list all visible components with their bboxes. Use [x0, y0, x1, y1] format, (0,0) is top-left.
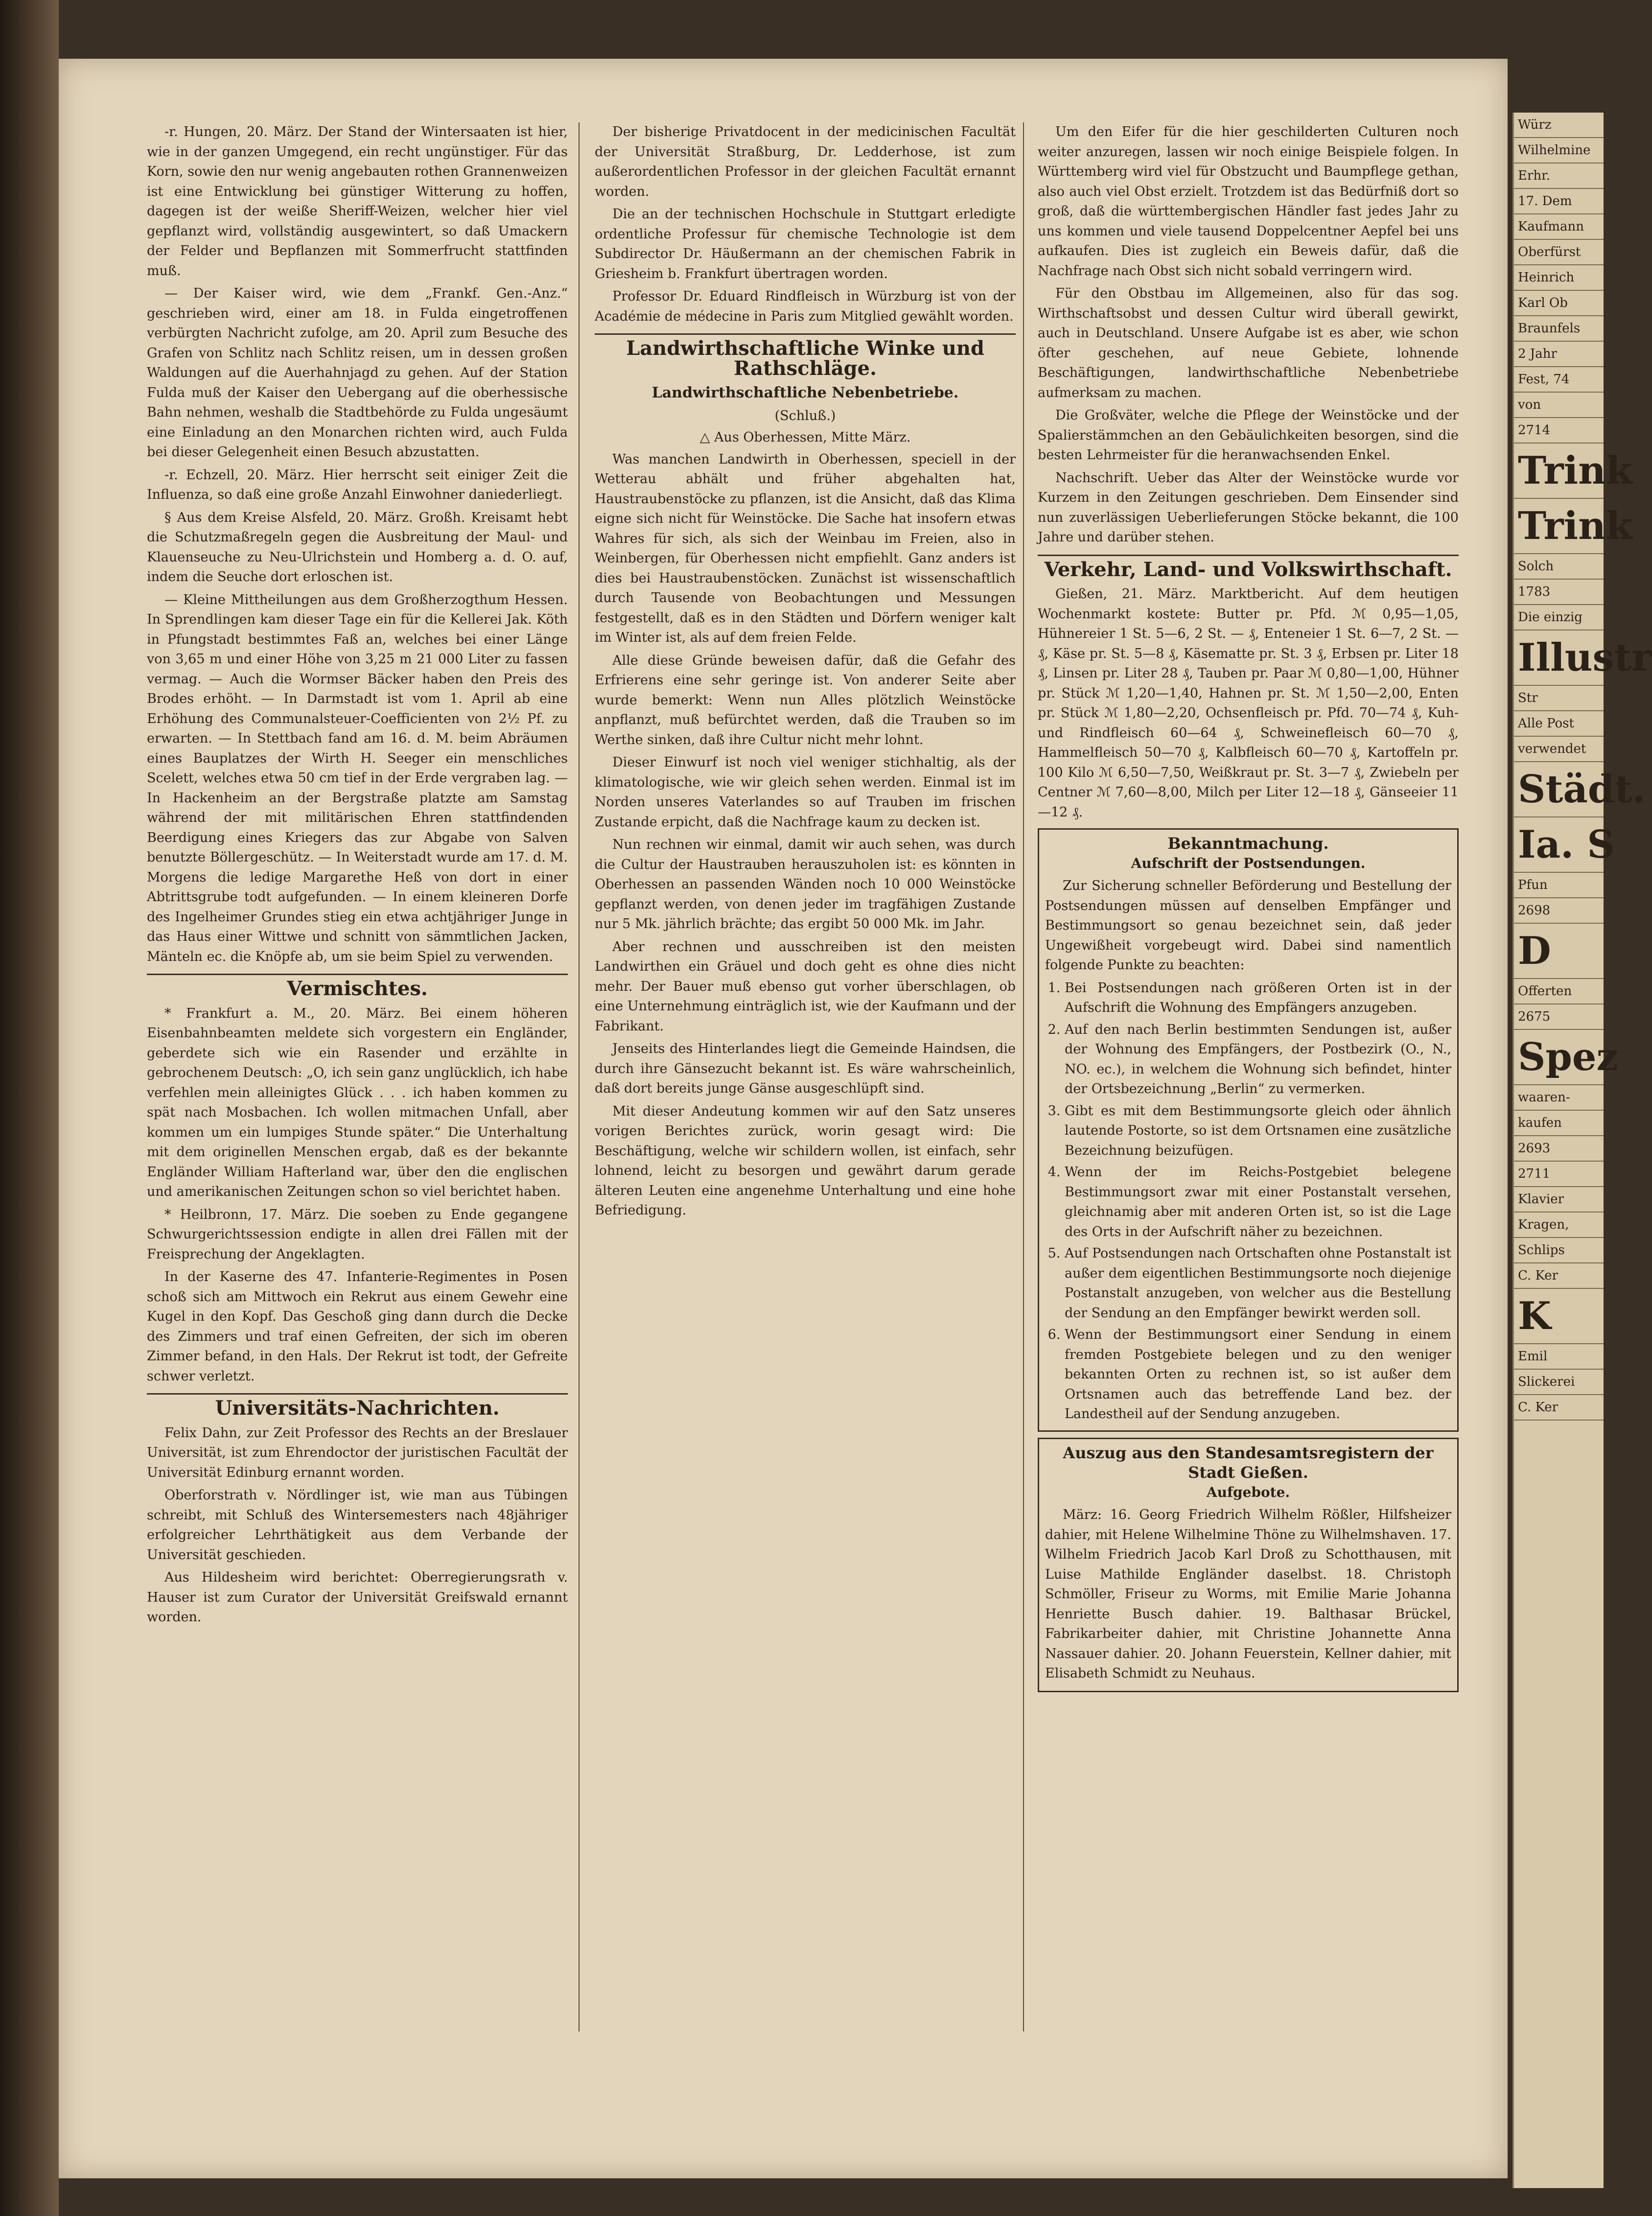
article-heilbronn: * Heilbronn, 17. März. Die soeben zu Ende gegangene Schwurgerichtssession endigte in allen drei Fällen mit der Freisprechung der Angeklagten.	[147, 1207, 568, 1262]
strip-text: Braunfels	[1514, 316, 1604, 342]
continuation-note: (Schluß.)	[774, 408, 836, 423]
article-kleine-mittheilungen: — Kleine Mittheilungen aus dem Großherzogthum Hessen. In Sprendlingen kam dieser Tage ein für die Kellerei Jak. Köth in Pfungstadt bestimmtes Faß an, welches bei einer Länge von 3,65 m und einer Höhe von 3,25 m 21 000 Liter zu fassen vermag. — Auch die Wormser Bäcker haben den Preis des Brodes erhöht. — In Darmstadt ist vom 1. April ab eine Erhöhung des Communalsteuer-Coefficienten von 2½ Pf. zu erwarten. — In Stettbach fand am 16. d. M. beim Abräumen eines Bauplatzes der Wirth H. Seeger ein menschliches Scelett, welches etwa 50 cm tief in der Erde vergraben lag. — In Hackenheim an der Bergstraße platzte am Samstag während der mit militärischen Ehren stattfindenden Beerdigung eines Kriegers das zur Abgabe von Salven benutzte Böllergeschütz. — In Weiterstadt wurde am 17. d. M. Morgens die ledige Margarethe Heß von dort in einer Abtrittsgrube todt aufgefunden. — In einem kleineren Dorfe des Ingelheimer Grundes stieg ein etwa achtjähriger Junge in das Haus einer Wittwe und schnitt von sämmtlichen Jacken, Mänteln ec. die Knöpfe ab, um sie beim Spiel zu verwenden.	[147, 592, 568, 964]
announcement-list	[1055, 979, 1451, 1424]
subheading-nebenbetriebe: Landwirthschaftliche Nebenbetriebe.	[651, 384, 959, 401]
announcement-subtitle: Aufschrift der Postsendungen.	[1131, 855, 1366, 871]
body-paragraph: Alle diese Gründe beweisen dafür, daß die Gefahr des Erfrierens eine sehr geringe ist. Von anderer Seite aber wurde bemerkt: Wenn nun Alles plötzlich Weinstöcke anpflanzt, muß befürchtet werden, daß die Trauben so im Werthe sinken, daß ihre Cultur nicht mehr lohnt.	[595, 653, 1016, 747]
list-item: 4. Wenn der im Reichs-Postgebiet belegene Bestimmungsort zwar mit einer Postanstalt versehen, gleichnamig aber mit anderen Orten ist, so ist die Lage des Orts in der Aufschrift näher zu bezeichnen.	[1065, 1163, 1451, 1242]
list-item: 1. Bei Postsendungen nach größeren Orten ist in der Aufschrift die Wohnung des Empfängers anzugeben.	[1065, 979, 1451, 1018]
strip-text: Oberfürst	[1514, 240, 1604, 265]
strip-text: 2711	[1514, 1162, 1604, 1187]
strip-text: von	[1514, 393, 1604, 418]
article-hauser: Aus Hildesheim wird berichtet: Oberregierungsrath v. Hauser ist zum Curator der Universität Greifswald ernannt worden.	[147, 1570, 568, 1625]
list-item: 3. Gibt es mit dem Bestimmungsorte gleich oder ähnlich lautende Postorte, so ist dem Ortsnamen eine zusätzliche Bezeichnung beizufügen.	[1065, 1101, 1451, 1161]
dateline: △ Aus Oberhessen, Mitte März.	[699, 430, 911, 445]
strip-text: Schlips	[1514, 1238, 1604, 1263]
strip-text: Str	[1514, 686, 1604, 711]
registry-box	[1038, 1438, 1459, 1692]
strip-text: 1783	[1514, 580, 1604, 605]
article-haeussermann: Die an der technischen Hochschule in Stuttgart erledigte ordentliche Professur für chemische Technologie ist dem Subdirector Dr. Häußermann an der chemischen Fabrik in Griesheim b. Frankfurt übertragen worden.	[595, 207, 1016, 281]
strip-text: 2675	[1514, 1004, 1604, 1030]
strip-ad-heading: Illustr	[1514, 630, 1604, 686]
list-item: 6. Wenn der Bestimmungsort einer Sendung in einem fremden Postgebiete belegen und zu den weniger bekannten Orten zu rechnen ist, so ist außer dem Ortsnamen auch das betreffende Land bez. der Landestheil auf der Sendung anzugeben.	[1065, 1325, 1451, 1424]
strip-text: 2 Jahr	[1514, 342, 1604, 367]
body-paragraph: Mit dieser Andeutung kommen wir auf den Satz unseres vorigen Berichtes zurück, worin gesagt wird: Die Beschäftigung, welche wir schildern wollen, ist einfach, sehr lohnend, leicht zu besorgen und gewährt darum gerade älteren Leuten eine angenehme Unterhaltung und eine hohe Befriedigung.	[595, 1103, 1016, 1218]
strip-ad-heading: K	[1514, 1289, 1604, 1344]
book-binding	[0, 0, 59, 2216]
announcement-intro: Zur Sicherung schneller Beförderung und Bestellung der Postsendungen müssen auf denselben Empfänger und Bestimmungsort so genau bezeichnet sein, daß jeder Ungewißheit vorgebeugt wird. Dabei sind namentlich folgende Punkte zu beachten:	[1045, 878, 1451, 973]
body-paragraph: Aber rechnen und ausschreiben ist den meisten Landwirthen ein Gräuel und doch geht es ohne dies nicht mehr. Der Bauer muß ebenso gut vorher überschlagen, ob eine Unternehmung einträglich ist, wie der Kaufmann und der Fabrikant.	[595, 939, 1016, 1034]
column-rule	[579, 122, 580, 2031]
strip-ad-heading: Trink	[1514, 443, 1604, 499]
article-dahn: Felix Dahn, zur Zeit Professor des Rechts an der Breslauer Universität, ist zum Ehrendoctor der juristischen Facultät der Universität Edinburg ernannt worden.	[147, 1425, 568, 1480]
strip-text: Fest, 74	[1514, 367, 1604, 393]
strip-text: Kragen,	[1514, 1213, 1604, 1238]
strip-ad-heading: D	[1514, 924, 1604, 979]
registry-title: Auszug aus den Standesamtsregistern der Stadt Gießen.	[1063, 1443, 1434, 1482]
article-kaiser: — Der Kaiser wird, wie dem „Frankf. Gen.-Anz.“ geschrieben wird, einer am 18. in Fulda eingetroffenen verbürgten Nachricht zufolge, am 20. April zum Besuche des Grafen von Schlitz nach Schlitz reisen, um in dessen großen Waldungen auf die Auerhahnjagd zu gehen. Auf der Station Fulda muß der Kaiser den Uebergang auf die oberhessische Bahn nehmen, weshalb die Stadtbehörde zu Fulda ungesäumt eine Einladung an den Monarchen richten wird, auch Fulda bei dieser Gelegenheit einen Besuch abzustatten.	[147, 286, 568, 460]
strip-text: Solch	[1514, 554, 1604, 580]
body-paragraph: Dieser Einwurf ist noch viel weniger stichhaltig, als der klimatologische, wie wir gleich sehen werden. Einmal ist im Norden unseres Vaterlandes so auf Trauben im frischen Zustande erpicht, daß die Nachfrage kaum zu decken ist.	[595, 755, 1016, 830]
strip-text: 17. Dem	[1514, 189, 1604, 214]
strip-text: waaren-	[1514, 1085, 1604, 1111]
strip-ad-heading: Ia. S	[1514, 817, 1604, 873]
market-report: Gießen, 21. März. Marktbericht. Auf dem heutigen Wochenmarkt kostete: Butter pr. Pfd. ℳ 0,95—1,05, Hühnereier 1 St. 5—6, 2 St. — ₰, Enteneier 1 St. 6—7, 2 St. — ₰, Käse pr. St. 5—8 ₰, Käsematte pr. St. 3 ₰, Erbsen pr. Liter 18 ₰, Linsen pr. Liter 28 ₰, Tauben pr. Paar ℳ 0,80—1,00, Hühner pr. Stück ℳ 1,20—1,40, Hahnen pr. St. ℳ 1,50—2,00, Enten pr. Stück ℳ 1,80—2,20, Ochsenfleisch pr. Pfd. 70—74 ₰, Kuh- und Rindfleisch 60—64 ₰, Schweinefleisch 60—70 ₰, Hammelfleisch 50—70 ₰, Kalbfleisch 60—70 ₰, Kartoffeln pr. 100 Kilo ℳ 6,50—7,50, Weißkraut pr. St. 3—7 ₰, Zwiebeln per Centner ℳ 7,60—8,00, Milch per Liter 12—18 ₰, Gänseeier 11—12 ₰.	[1038, 586, 1459, 820]
strip-text: Offerten	[1514, 979, 1604, 1004]
strip-ad-heading: Städt.	[1514, 762, 1604, 817]
body-paragraph: Nun rechnen wir einmal, damit wir auch sehen, was durch die Cultur der Haustrauben herauszuholen ist: es könnten in Oberhessen an passenden Wänden noch 10 000 Weinstöcke gepflanzt werden, von denen jeder im tragfähigen Zustande nur 5 Mk. jährlich brächte; das ergibt 50 000 Mk. im Jahr.	[595, 837, 1016, 932]
list-item: 5. Auf Postsendungen nach Ortschaften ohne Postanstalt ist außer dem eigentlichen Bestimmungsorte noch diejenige Postanstalt anzugeben, von welcher aus die Bestellung der Sendung an den Empfänger bewirkt werden soll.	[1065, 1244, 1451, 1323]
article-frankfurt: * Frankfurt a. M., 20. März. Bei einem höheren Eisenbahnbeamten meldete sich vorgestern ein Engländer, geberdete sich wie ein Rasender und erzählte in gebrochenem Deutsch: „O, ich sein ganz unglücklich, ich habe verfehlen mein alleinigtes Glück . . . ich haben kommen zu spät nach Mosbachen. Ich wollen mitmachen Unfall, aber kommen um ein lumpiges Stunde später.“ Die Unterhaltung mit dem originellen Menschen ergab, daß es der bekannte Engländer William Hafterland war, über den die englischen und amerikanischen Zeitungen schon so viel berichtet haben.	[147, 1005, 568, 1199]
column-right	[1038, 122, 1459, 2031]
article-ledderhose: Der bisherige Privatdocent in der medicinischen Facultät der Universität Straßburg, Dr. Ledderhose, ist zum außerordentlichen Professor in der gleichen Facultät ernannt worden.	[595, 124, 1016, 199]
strip-text: Emil	[1514, 1344, 1604, 1370]
strip-ad-heading: Spez	[1514, 1030, 1604, 1085]
strip-text: Die einzig	[1514, 605, 1604, 630]
strip-text: C. Ker	[1514, 1395, 1604, 1421]
article-hungen: -r. Hungen, 20. März. Der Stand der Wintersaaten ist hier, wie in der ganzen Umgegend, ein recht ungünstiger. Für das Korn, sowie den nur wenig angebauten rothen Grannenweizen ist eine Entwicklung bei günstiger Witterung zu hoffen, dagegen ist der weiße Sheriff-Weizen, welcher hier viel gepflanzt wird, vollständig ausgewintert, so daß Umackern der Felder und Bepflanzen mit Sommerfrucht stattfinden muß.	[147, 124, 568, 279]
strip-text: 2693	[1514, 1136, 1604, 1162]
postscript: Nachschrift. Ueber das Alter der Weinstöcke wurde vor Kurzem in den Zeitungen geschrieben. Dem Einsender sind nun zuverlässigen Ueberlieferungen Stöcke bekannt, die 100 Jahre und darüber stehen.	[1038, 470, 1459, 545]
body-paragraph: Jenseits des Hinterlandes liegt die Gemeinde Haindsen, die durch ihre Gänsezucht bekannt ist. Es wäre wahrscheinlich, daß dort bereits junge Gänse ausgeschlüpft sind.	[595, 1041, 1016, 1096]
column-middle	[595, 122, 1016, 2031]
article-echzell: -r. Echzell, 20. März. Hier herrscht seit einiger Zeit die Influenza, so daß eine große Anzahl Einwohner daniederliegt.	[147, 467, 568, 502]
strip-text: Pfun	[1514, 873, 1604, 898]
section-heading-vermischtes: Vermischtes.	[147, 974, 568, 999]
article-posen: In der Kaserne des 47. Infanterie-Regimentes in Posen schoß sich am Mittwoch ein Rekrut aus einem Gewehr eine Kugel in den Kopf. Das Geschoß ging dann durch die Decke des Zimmers und traf einen Gefreiten, der sich im oberen Zimmer befand, in den Hals. Der Rekrut ist todt, der Gefreite schwer verletzt.	[147, 1269, 568, 1384]
strip-text: Erhr.	[1514, 163, 1604, 189]
body-paragraph: Die Großväter, welche die Pflege der Weinstöcke und der Spalierstämmchen an den Gebäulichkeiten besorgen, sind die besten Lehrmeister für die heranwachsenden Enkel.	[1038, 408, 1459, 463]
article-noerdlinger: Oberforstrath v. Nördlinger ist, wie man aus Tübingen schreibt, mit Schluß des Wintersemesters nach 48jähriger erfolgreicher Lehrthätigkeit aus dem Verbande der Universität geschieden.	[147, 1488, 568, 1563]
section-heading-verkehr: Verkehr, Land- und Volkswirthschaft.	[1038, 555, 1459, 580]
strip-ad-heading: Trink	[1514, 499, 1604, 554]
strip-text: 2698	[1514, 898, 1604, 924]
body-paragraph: Was manchen Landwirth in Oberhessen, speciell in der Wetterau abhält und früher abgehalten hat, Haustraubenstöcke zu pflanzen, ist die Ansicht, daß das Klima eigne sich nicht für Weinstöcke. Die Sache hat insofern etwas Wahres für sich, als sich der Weinbau im Freien, also in Weinbergen, für Oberhessen nicht empfiehlt. Ganz anders ist dies bei Haustraubenstöcken. Zunächst ist wissenschaftlich durch Tausende von Beobachtungen und Messungen festgestellt, daß es in den Städten und Dörfern weniger kalt im Winter ist, als auf dem freien Felde.	[595, 451, 1016, 645]
strip-text: verwendet	[1514, 737, 1604, 762]
strip-text: Würz	[1514, 113, 1604, 138]
strip-text: kaufen	[1514, 1111, 1604, 1136]
registry-subtitle: Aufgebote.	[1206, 1484, 1290, 1500]
body-paragraph: Um den Eifer für die hier geschilderten Culturen noch weiter anzuregen, lassen wir noch einige Beispiele folgen. In Württemberg wird viel für Obstzucht und Baumpflege gethan, also auch viel Obst erzielt. Trotzdem ist das Bedürfniß dort so groß, daß die württembergischen Händler fast jedes Jahr zu uns kommen und viele tausend Doppelcentner Aepfel bei uns aufkaufen. Dies ist zugleich ein Beweis dafür, daß die Nachfrage nach Obst sich nicht sobald verringern wird.	[1038, 124, 1459, 279]
adjacent-page-strip	[1512, 113, 1652, 2188]
strip-text: 2714	[1514, 418, 1604, 443]
announcement-box	[1038, 828, 1459, 1432]
strip-text: Wilhelmine	[1514, 138, 1604, 163]
column-left	[147, 122, 568, 2031]
announcement-title: Bekanntmachung.	[1167, 834, 1329, 853]
strip-text: Heinrich	[1514, 265, 1604, 291]
body-paragraph: Für den Obstbau im Allgemeinen, also für das sog. Wirthschaftsobst und dessen Cultur wird überall gewirkt, auch in Deutschland. Unsere Aufgabe ist es aber, wie schon öfter geschehen, auf neue Gebiete, lohnende Beschäftigungen, landwirthschaftliche Nebenbetriebe aufmerksam zu machen.	[1038, 286, 1459, 400]
strip-text: Slickerei	[1514, 1370, 1604, 1395]
strip-text: Klavier	[1514, 1187, 1604, 1213]
strip-text: Alle Post	[1514, 711, 1604, 737]
section-heading-universitaet: Universitäts-Nachrichten.	[147, 1393, 568, 1419]
section-heading-landwirthschaft: Landwirthschaftliche Winke und Rathschläge.	[595, 333, 1016, 378]
article-rindfleisch: Professor Dr. Eduard Rindfleisch in Würzburg ist von der Académie de médecine in Paris zum Mitglied gewählt worden.	[595, 289, 1016, 324]
strip-text: Karl Ob	[1514, 291, 1604, 316]
list-item: 2. Auf den nach Berlin bestimmten Sendungen ist, außer der Wohnung des Empfängers, der Postbezirk (O., N., NO. ec.), in welchem die Wohnung sich befindet, hinter der Ortsbezeichnung „Berlin“ zu vermerken.	[1065, 1020, 1451, 1099]
registry-entries: März: 16. Georg Friedrich Wilhelm Rößler, Hilfsheizer dahier, mit Helene Wilhelmine Thöne zu Wilhelmshaven. 17. Wilhelm Friedrich Jacob Karl Droß zu Schotthausen, mit Luise Mathilde Engländer daselbst. 18. Christoph Schmöller, Friseur zu Worms, mit Emilie Marie Johanna Henriette Busch dahier. 19. Balthasar Brückel, Fabrikarbeiter dahier, mit Christine Johannette Anna Nassauer dahier. 20. Johann Feuerstein, Kellner dahier, mit Elisabeth Schmidt zu Neuhaus.	[1045, 1507, 1451, 1681]
strip-text: C. Ker	[1514, 1263, 1604, 1289]
column-rule	[1023, 122, 1024, 2031]
strip-text: Kaufmann	[1514, 214, 1604, 240]
article-alsfeld: § Aus dem Kreise Alsfeld, 20. März. Großh. Kreisamt hebt die Schutzmaßregeln gegen die Ausbreitung der Maul- und Klauenseuche zu Neu-Ulrichstein und Homberg a. d. O. auf, indem die Seuche dort erloschen ist.	[147, 510, 568, 584]
